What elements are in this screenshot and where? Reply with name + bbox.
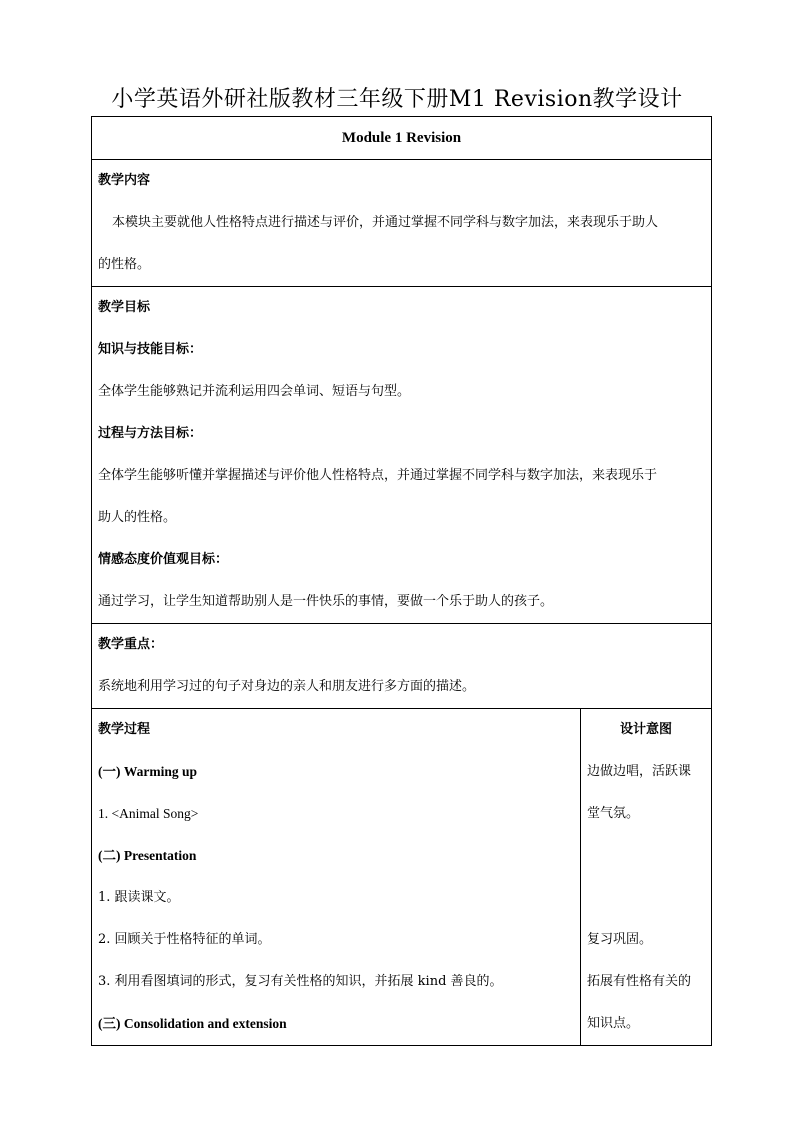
key-points-row <box>92 624 712 709</box>
intent-spacer <box>587 835 705 877</box>
page-title: 小学英语外研社版教材三年级下册M1 Revision教学设计 <box>111 87 683 112</box>
content-text-line2: 的性格。 <box>98 257 151 272</box>
goals-section <box>92 287 712 624</box>
module-header-row <box>92 117 712 160</box>
intent1-line2: 堂气氛。 <box>587 806 640 821</box>
goals-heading: 教学目标 <box>98 300 151 315</box>
process-section <box>92 709 581 1046</box>
intent-spacer <box>587 877 705 919</box>
process-goal-line2: 助人的性格。 <box>98 510 177 525</box>
step2-item3: 3. 利用看图填词的形式，复习有关性格的知识，并拓展 kind 善良的。 <box>98 974 503 989</box>
emotion-heading: 情感态度价值观目标： <box>98 552 229 567</box>
intent1-line1: 边做边唱，活跃课 <box>587 764 692 779</box>
process-heading: 教学过程 <box>98 722 151 737</box>
content-heading: 教学内容 <box>98 173 151 188</box>
content-text-line1: 本模块主要就他人性格特点进行描述与评价，并通过掌握不同学科与数字加法，来表现乐于助人 <box>112 215 659 230</box>
key-points-section <box>92 624 712 709</box>
emotion-text: 通过学习，让学生知道帮助别人是一件快乐的事情，要做一个乐于助人的孩子。 <box>98 594 554 609</box>
goals-row <box>92 287 712 624</box>
step-consolidation: (三) Consolidation and extension <box>98 1016 287 1031</box>
key-points-heading: 教学重点： <box>98 637 164 652</box>
key-points-text: 系统地利用学习过的句子对身边的亲人和朋友进行多方面的描述。 <box>98 679 476 694</box>
process-row <box>92 709 712 1046</box>
knowledge-heading: 知识与技能目标： <box>98 342 203 357</box>
design-intent-heading: 设计意图 <box>619 722 672 737</box>
intent2: 复习巩固。 <box>587 932 653 947</box>
step-presentation: (二) Presentation <box>98 848 197 863</box>
step2-item2: 2. 回顾关于性格特征的单词。 <box>98 932 271 947</box>
design-intent-section <box>581 709 712 1046</box>
step1-item1: 1. <Animal Song> <box>98 806 199 821</box>
module-header: Module 1 Revision <box>92 117 712 160</box>
content-section <box>92 160 712 287</box>
step2-item1: 1. 跟读课文。 <box>98 890 180 905</box>
lesson-plan-table <box>91 116 712 1046</box>
process-goal-heading: 过程与方法目标： <box>98 426 203 441</box>
intent3-line1: 拓展有性格有关的 <box>587 974 692 989</box>
content-row <box>92 160 712 287</box>
knowledge-text: 全体学生能够熟记并流利运用四会单词、短语与句型。 <box>98 384 411 399</box>
step-warming-up: (一) Warming up <box>98 764 198 779</box>
intent3-line2: 知识点。 <box>587 1016 640 1031</box>
process-goal-line1: 全体学生能够听懂并掌握描述与评价他人性格特点，并通过掌握不同学科与数字加法，来表现乐于 <box>98 468 658 483</box>
